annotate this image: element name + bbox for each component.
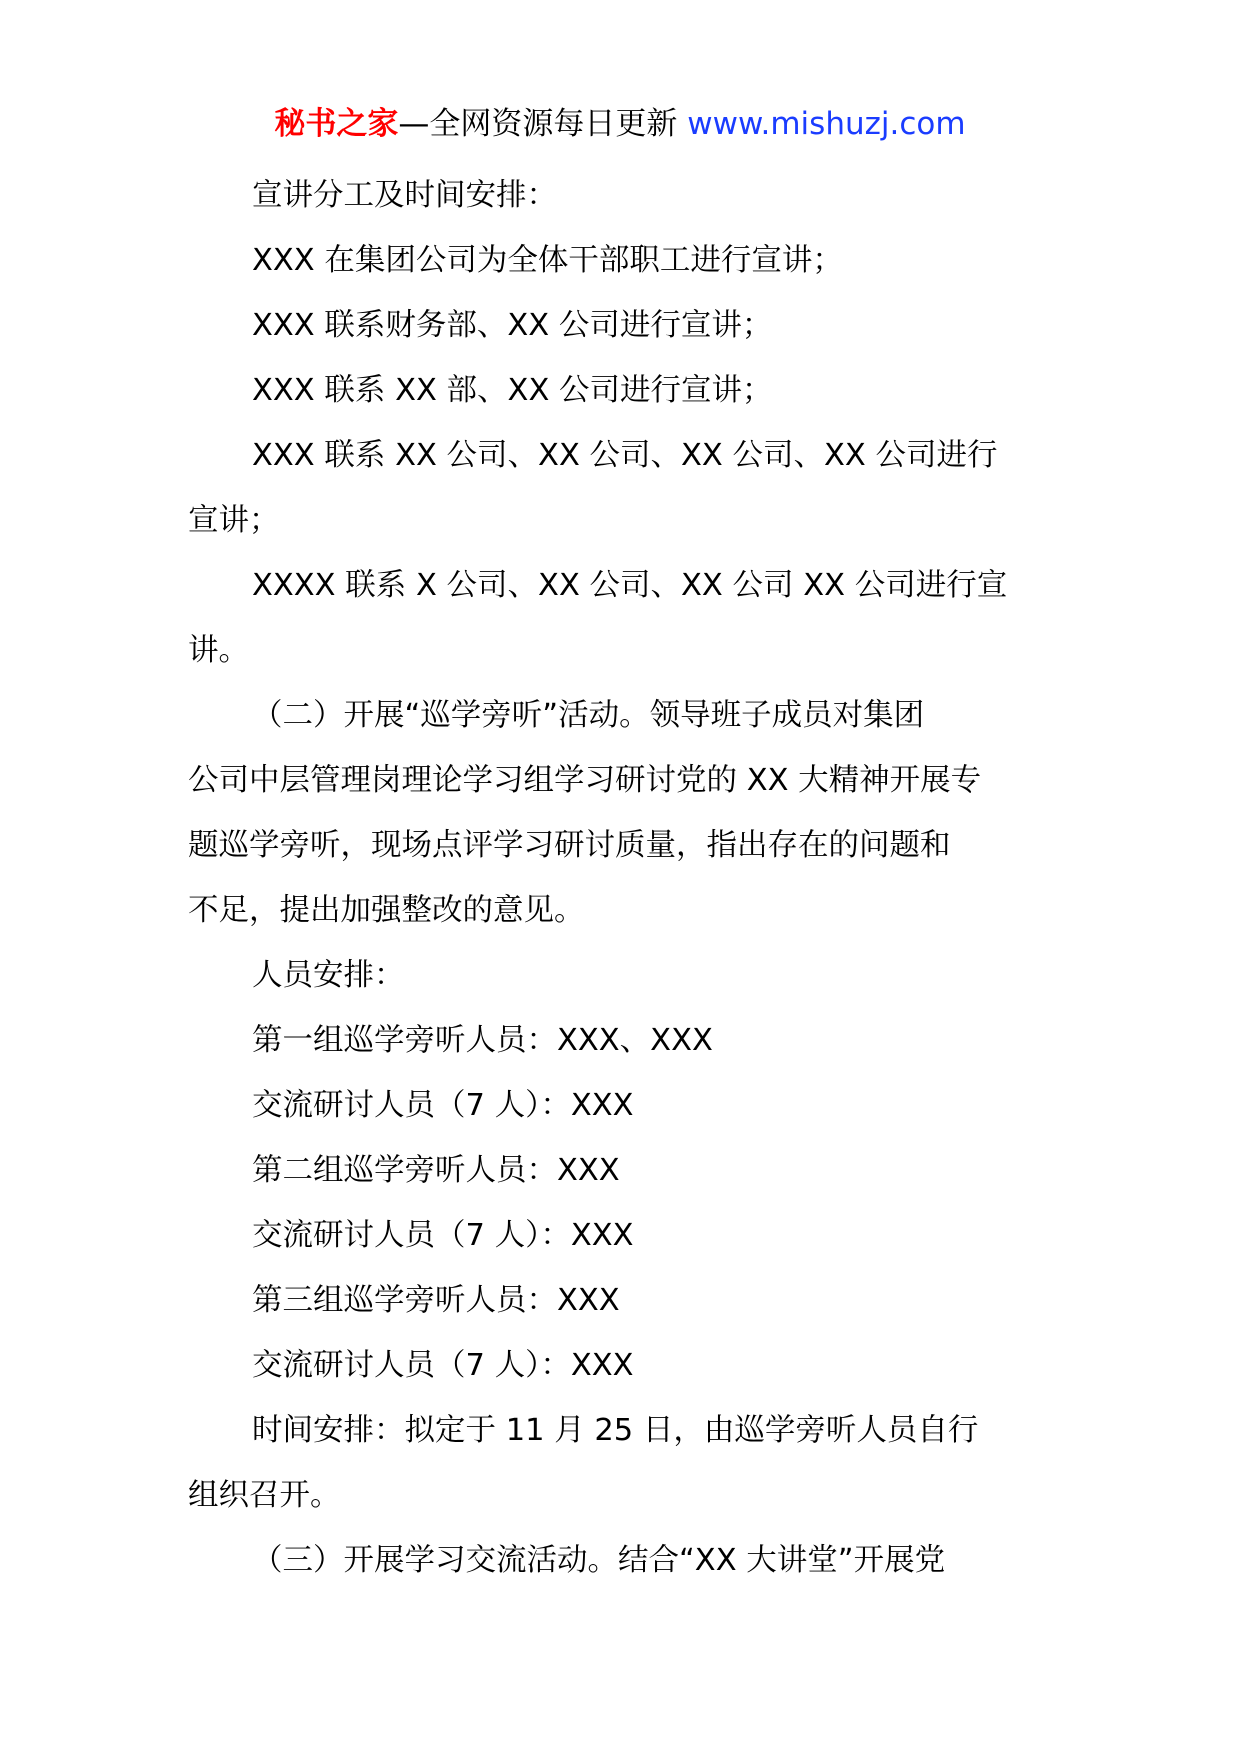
text-line: 第三组巡学旁听人员：XXX: [252, 1283, 620, 1318]
text-line: 宣讲分工及时间安排：: [252, 178, 557, 213]
text-line: XXX 在集团公司为全体干部职工进行宣讲；: [252, 243, 843, 278]
text-line: 组织召开。: [188, 1478, 341, 1513]
brand-name: 秘书之家: [274, 106, 399, 142]
text-line: （二）开展“巡学旁听”活动。领导班子成员对集团: [252, 698, 925, 733]
text-line: 宣讲；: [188, 503, 280, 538]
text-line: 交流研讨人员（7 人）：XXX: [252, 1088, 634, 1123]
page-header: [0, 100, 1240, 148]
text-line: XXX 联系财务部、XX 公司进行宣讲；: [252, 308, 773, 343]
text-line: XXXX 联系 X 公司、XX 公司、XX 公司 XX 公司进行宣: [252, 568, 1008, 603]
text-line: 题巡学旁听，现场点评学习研讨质量，指出存在的问题和: [188, 828, 951, 863]
text-line: XXX 联系 XX 部、XX 公司进行宣讲；: [252, 373, 773, 408]
text-line: （三）开展学习交流活动。结合“XX 大讲堂”开展党: [252, 1543, 946, 1578]
text-line: 第二组巡学旁听人员：XXX: [252, 1153, 620, 1188]
text-line: 人员安排：: [252, 958, 405, 993]
text-line: 讲。: [188, 633, 249, 668]
text-line: 公司中层管理岗理论学习组学习研讨党的 XX 大精神开展专: [188, 763, 982, 798]
text-line: 交流研讨人员（7 人）：XXX: [252, 1218, 634, 1253]
document-body: [188, 163, 1058, 1593]
text-line: 不足，提出加强整改的意见。: [188, 893, 585, 928]
header-tagline: —全网资源每日更新: [398, 106, 678, 142]
text-line: XXX 联系 XX 公司、XX 公司、XX 公司、XX 公司进行: [252, 438, 998, 473]
text-line: 交流研讨人员（7 人）：XXX: [252, 1348, 634, 1383]
text-line: 时间安排：拟定于 11 月 25 日，由巡学旁听人员自行: [252, 1413, 979, 1448]
website-url[interactable]: www.mishuzj.com: [687, 106, 966, 142]
text-line: 第一组巡学旁听人员：XXX、XXX: [252, 1023, 713, 1058]
